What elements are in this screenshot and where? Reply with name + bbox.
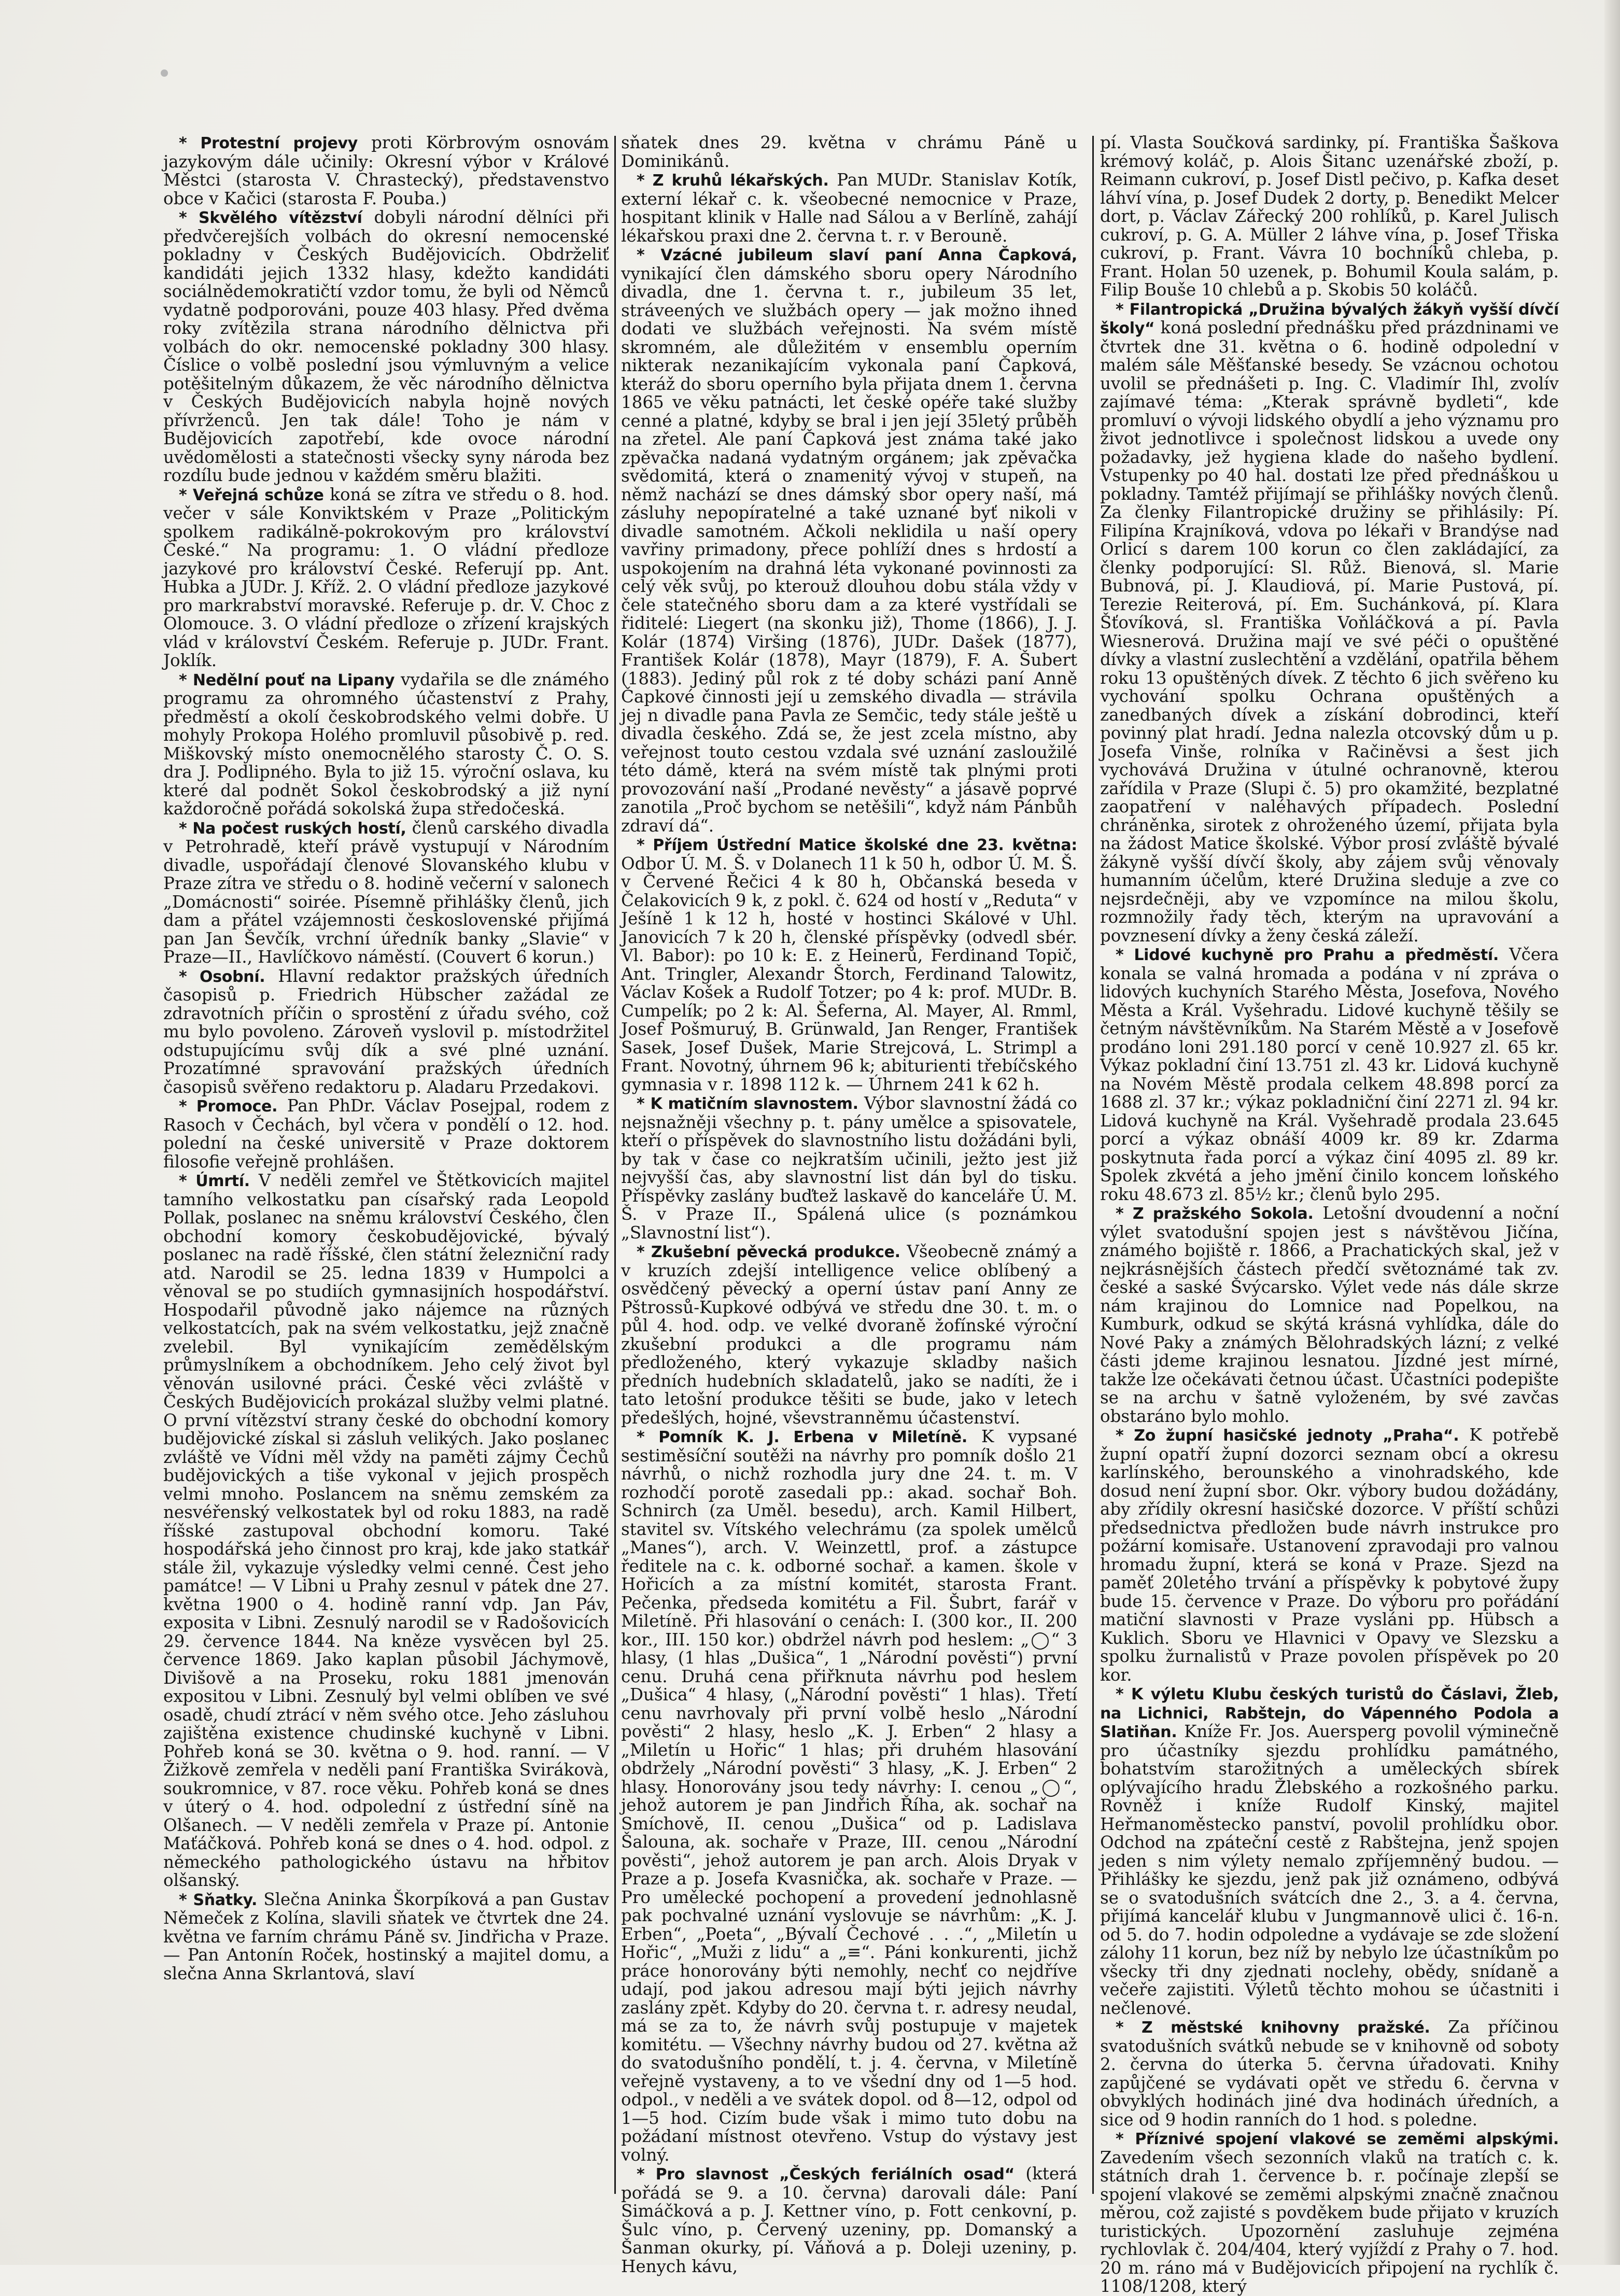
article-paragraph — [163, 208, 609, 485]
article-text: Za příčinou svatodušních svátků nebude se v knihovně od soboty 2. června do úterka 5. června úřadovati. Knihy zapůjčené se vydávati opět ve středu 6. června v obvyklých hodinách jiné dva hodinách úředních, a sice od 9 hodin ranních do 1 hod. s poledne. — [1100, 2017, 1559, 2130]
article-lead: * Pro slavnost „Českých feriálních osad“ — [637, 2165, 1015, 2184]
article-text: Pan MUDr. Stanislav Kotík, externí lékař c. k. všeobecné nemocnice v Praze, hospitant klinik v Halle nad Sálou a v Berlíně, zahájí lékařskou praxi dne 2. června t. r. v Berouně. — [621, 170, 1077, 246]
article-paragraph — [163, 1172, 609, 1890]
article-paragraph — [1100, 300, 1559, 946]
article-paragraph — [163, 1891, 609, 1983]
article-text: Výbor slavnostní žádá co nejsnažněji všechny p. t. pány umělce a spisovatele, kteří o příspěvek do slavnostního listu dožádáni byli, by tak v čase co nejkratším učinili, ježto jest již nejvyšší čas, aby slavnostní list dán byl do tisku. Příspěvky zaslány buďtež laskavě do kanceláře Ú. M. Š. v Praze II., Spálená ulice (s poznámkou „Slavnostní list“). — [621, 1093, 1077, 1243]
article-paragraph — [621, 836, 1077, 1094]
article-lead: * Příjem Ústřední Matice školské dne 23. května: — [637, 836, 1077, 854]
article-text: K potřebě župní opatří župní dozorci seznam obcí a okresu karlínského, berounského a vinohradského, kde dosud není župní sbor. Okr. výbory budou dožádány, aby zřídily okresní hasičské dozorce. V příští schůzi předsednictva předložen bude návrh instrukce pro požární komisaře. Ustanovení zpravodaji pro valnou hromadu župní, která se koná v Praze. Sjezd na paměť 20letého trvání a příspěvky k pobytové župy bude 15. července v Praze. Do výboru pro pořádání matiční slavnosti v Praze vysláni pp. Hübsch a Kuklich. Sboru ve Hlavnici v Opavy ve Slezsku a spolku žurnalistů v Praze povolen příspěvek po 20 kor. — [1100, 1425, 1559, 1685]
article-text: členů carského divadla v Petrohradě, kteří právě vystupují v Národním divadle, uspořádají členové Slovanského klubu v Praze zítra ve středu o 8. hodině večerní v salonech „Domácnosti“ soirée. Písemně přihlášky členů, jich dam a přátel vzájemnosti československé přijímá pan Jan Ševčík, vrchní úředník banky „Slavie“ v Praze—II., Havlíčkovo náměstí. (Couvert 6 korun.) — [163, 818, 609, 967]
article-paragraph — [163, 1097, 609, 1171]
article-lead: * Úmrtí. — [179, 1172, 250, 1190]
article-text: Odbor Ú. M. Š. v Dolanech 11 k 50 h, odbor Ú. M. Š. v Červené Řečici 4 k 80 h, Občanská beseda v Čelakovicích 9 k, z pokl. č. 624 od hostí v „Reduta“ v Ješíně 1 k 12 h, hosté v hostinci Skálové v Uhl. Janovicích 7 k 20 h, členské příspěvky (odvedl sbér. Vl. Babor): po 10 k: E. z Heinerů, Ferdinand Topič, Ant. Tringler, Alexandr Štorch, Ferdinand Talowitz, Václav Košek a Rudolf Totzer; po 4 k: prof. MUDr. B. Cumpelík; po 2 k: Al. Šeferna, Al. Mayer, Al. Rmml, Josef Pošmuruý, B. Grünwald, Jan Renger, František Sasek, Josef Dušek, Marie Strejcová, L. Strimpl a Frant. Novotný, úhrnem 96 k; abiturienti třebíčského gymnasia v r. 1898 112 k. — Úhrnem 241 k 62 h. — [621, 854, 1077, 1094]
article-paragraph — [621, 246, 1077, 835]
article-lead: * Příznivé spojení vlakové se zeměmi alpskými. — [1116, 2130, 1559, 2148]
article-paragraph — [621, 134, 1077, 171]
article-lead: * Promoce. — [179, 1097, 277, 1116]
article-lead: * Pomník K. J. Erbena v Miletíně. — [637, 1428, 967, 1446]
article-paragraph — [1100, 2130, 1559, 2296]
article-text: sňatek dnes 29. května v chrámu Páně u Dominikánů. — [621, 133, 1077, 171]
article-paragraph — [1100, 946, 1559, 1204]
article-lead: * Z městské knihovny pražské. — [1116, 2019, 1430, 2037]
article-text: V neděli zemřel ve Štětkovicích majitel tamního velkostatku pan císařský rada Leopold Pollak, poslanec na sněmu království Českého, člen obchodní komory českobudějovické, bývalý poslanec na radě říšské, člen státní železniční rady atd. Narodil se 25. ledna 1839 v Humpolci a věnoval se po studiích gymnasijních hospodářství. Hospodařil původně jako nájemce na různých velkostatcích, pak na svém velkostatku, jejž značně zvelebil. Byl vynikajícím zemědělským průmyslníkem a obchodníkem. Jeho celý život byl věnován usilovné práci. České věci zvláště v Českých Budějovicích prokázal služby velmi platné. O první vítězství strany české do obchodní komory budějovické získal si zásluh velikých. Jako poslanec zvláště ve Vídni měl vždy na paměti zájmy Čechů budějovických a tiše vykonal v jejich prospěch velmi mnoho. Poslancem na sněmu zemském za nesvéřenský velkostatek byl od roku 1883, na radě říšské zastupoval obchodní komoru. Také hospodářská jeho činnost pro kraj, kde jako statkář stále žil, vykazuje výsledky velmi cenné. Čest jeho památce! — V Libni u Prahy zesnul v pátek dne 27. května 1900 o 4. hodině ranní vdp. Jan Páv, exposita v Libni. Zesnulý narodil se v Radošovicích 29. července 1844. Na kněze vysvěcen byl 25. července 1869. Jako kaplan působil Jáchymově, Divišově a na Proseku, roku 1881 jmenován expositou v Libni. Zesnulý byl velmi oblíben ve své osadě, chudí ztrácí v něm svého otce. Jeho zásluhou zajištěna existence chudinské kuchyně v Libni. Pohřeb koná se 30. května o 9. hod. ranní. — V Žižkově zemřela v neděli paní Františka Svirákovà, soukromnice, v 87. roce věku. Pohřeb koná se dnes v úterý o 4. hod. odpolední z ústřední síně na Olšanech. — V neděli zemřela v Praze pí. Antonie Maťáčková. Pohřeb koná se dnes o 4. hod. odpol. z německého pathologického ústavu na hřbitov olšanský. — [163, 1171, 609, 1890]
article-text: Všeobecně známý a v kruzích zdejší intelligence velice oblíbený a osvědčený pěvecký a operní ústav paní Anny ze Pštrossů-Kupkové odbývá ve středu dne 30. t. m. o půl 4. hod. odp. ve velké dvoraně žofínské výroční zkušební produkci a dle programu nám předloženého, který vykazuje skladby našich předních hudebních skladatelů, jako se nadíti, že i tato letošní produkce těšiti se bude, jako v letech předešlých, hojné, vševstranněmu účastenství. — [621, 1242, 1077, 1428]
article-lead: * Veřejná schůze — [179, 486, 324, 504]
article-lead: * Sňatky. — [179, 1891, 257, 1909]
article-lead: * K výletu Klubu českých turistů do Čáslavi, Žleb, na Lichnici, Rabštejn, do Vápenného Podola a Slatiňan. — [1100, 1685, 1559, 1741]
article-text: Kníže Fr. Jos. Auersperg povolil výminečně pro účastníky sjezdu prohlídku památného, bohatstvím starožitných a uměleckých sbírek oplývajícího hradu Žlebského a rozkošného parku. Rovněž i kníže Rudolf Kinský, majitel Heřmanoměstecko panství, povolil prohlídku obor. Odchod na zpáteční cestě z Rabštejna, jenž spojen jeden s nim výlety nemalo zpříjemněný budou. — Přihlášky ke sjezdu, jenž pak již oznámeno, odbývá se o svatodušních svátcích dne 2., 3. a 4. června, přijímá kancelář klubu v Jungmannově ulici č. 16-n. od 5. do 7. hodin odpoledne a vydávaje se zde složení zálohy 11 korun, bez níž by nebylo lze účastníkům po všecky tři dny zjednati noclehy, obědy, snídaně a večeře zajistiti. Výletů těchto mohou se účastniti i nečlenové. — [1100, 1722, 1559, 2018]
article-lead: * Na počest ruských hostí, — [179, 820, 406, 838]
article-lead: * Zo župní hasičské jednoty „Praha“. — [1116, 1427, 1459, 1445]
article-text: vydařila se dle známého programu za ohromného účastenství z Prahy, předměstí a okolí českobrodského velmi dobře. U mohyly Prokopa Holého promluvil působivě p. red. Miškovský místo onemocnělého starosty Č. O. S. dra J. Podlipného. Byla to již 15. výroční oslava, ku které dal podnět Sokol českobrodský a již nyní každoročně pořádá sokolská župa středočeská. — [163, 670, 609, 819]
article-paragraph — [163, 967, 609, 1097]
article-paragraph — [621, 1243, 1077, 1427]
article-paragraph — [163, 671, 609, 819]
article-paragraph — [1100, 1685, 1559, 2018]
article-text: vynikající člen dámského sboru opery Národního divadla, dne 1. června t. r., jubileum 35 let, stráveených ve službách opery — jak možno ihned dodati ve službách veřejnosti. Na svém místě skromném, ale důležitém v ensemblu operním nikterak nezanikajícím vykonala paní Čapková, kteráž do sboru operního byla přijata dnem 1. června 1865 ve věku patnácti, let české opéře také služby cenné a platné, kdyby se bral i jen její 35letý průběh na zřetel. Ale paní Čapková jest známa také jako zpěvačka nadaná vydatným orgánem; jak zpěvačka svědomitá, která o znamenitý vývoj v stupeň, na němž nachází se dnes dámský sbor opery naší, má zásluhy nepopíratelné a také uznané byť nikoli v divadle samotném. Ačkoli neklidila u naší opery vavřiny primadony, přece pohlíží dnes s hrdostí a uspokojením na drahná léta vykonané povinnosti za celý věk svůj, po kterouž dlouhou dobu stála vždy v čele statečného sboru dam a za které vystřídali se řiditelé: Liegert (na skonku již), Thome (1866), J. J. Kolár (1874) Viršing (1876), JUDr. Dašek (1877), František Kolár (1878), Mayr (1879), F. A. Šubert (1883). Jediný půl rok z té doby scházi paní Anně Čapkové činnosti její u zemského divadla — strávila jej n divadle pana Pavla ze Semčic, tedy stále ještě u divadla českého. Zdá se, že jest zcela místno, aby veřejnost touto cestou vzdala své uznání zasloužilé této dámě, která na svém místě tak plnými proti provozování naší „Prodané nevěsty“ a jásavě poprvé zanotila „Proč bychom se netěšili“, když nám Pánbůh zdraví dá“. — [621, 264, 1077, 836]
article-paragraph — [1100, 1426, 1559, 1684]
article-lead: * Filantropická „Družina bývalých žákyň vyšší dívčí školy“ — [1100, 301, 1559, 338]
article-lead: * K matičním slavnostem. — [637, 1095, 858, 1113]
article-text: Pan PhDr. Václav Posejpal, rodem z Rasoch v Čechách, byl včera v pondělí o 12. hod. polední na české universitě v Praze doktorem filosofie veřejně prohlášen. — [163, 1096, 609, 1172]
article-lead: * Osobní. — [179, 968, 265, 986]
article-paragraph — [621, 171, 1077, 245]
article-lead: * Protestní projevy — [179, 134, 358, 152]
article-text: (která pořádá se 9. a 10. června) darovali dále: Paní Simáčková a p. J. Kettner víno, p. Fott cenkovní, p. Šulc víno, p. Červený uzeniny, pp. Domanský a Šanman okurky, pí. Váňová a p. Doleji uzeniny, p. Henych kávu, — [621, 2164, 1077, 2276]
article-lead: * Vzácné jubileum slaví paní Anna Čapková, — [637, 246, 1077, 264]
article-lead: * Nedělní pouť na Lipany — [179, 671, 395, 689]
article-paragraph — [163, 486, 609, 670]
article-lead: * Z kruhů lékařských. — [637, 172, 829, 190]
article-paragraph — [1100, 2018, 1559, 2129]
article-text: Zavedením všech sezonních vlaků na tratích c. k. státních drah 1. července b. r. počínaje zlepší se spojení vlakové se zeměmi alpskými značně značnou měrou, což zajisté s povděkem bude přijato v kruzích turistických. Upozornění zasluhuje zejména rychlovlak č. 204/404, který vyjíždí z Prahy o 7. hod. 20 m. ráno má v Budějovicích připojení na rychlík č. 1108/1208, který — [1100, 2148, 1559, 2296]
article-paragraph — [163, 134, 609, 208]
article-lead: * Lidové kuchyně pro Prahu a předměstí. — [1116, 946, 1499, 964]
column-rule-1 — [614, 136, 616, 2194]
article-paragraph — [1100, 1204, 1559, 1426]
article-text: Slečna Aninka Škorpíková a pan Gustav Němeček z Kolína, slavili sňatek ve čtvrtek dne 24. května ve farním chrámu Páně sv. Jindřicha v Praze. — Pan Antonín Roček, hostinský a majitel domu, a slečna Anna Skrlantová, slaví — [163, 1890, 609, 1983]
article-lead: * Zkušební pěvecká produkce. — [637, 1243, 900, 1261]
article-text: koná se zítra ve středu o 8. hod. večer v sále Konviktském v Praze „Politickým spolkem radikálně-pokrokovým pro království České.“ Na programu: 1. O vládní předloze jazykové pro království České. Referují pp. Ant. Hubka a JUDr. J. Kříž. 2. O vládní předloze jazykové pro markrabství moravské. Referuje p. dr. V. Choc z Olomouce. 3. O vládní předloze o zřízení krajských vlád v království Českém. Referuje p. JUDr. Frant. Joklík. — [163, 485, 609, 671]
column-rule-2 — [1092, 136, 1094, 2194]
article-text: dobyli národní dělníci při předvčerejších volbách do okresní nemocenské pokladny v Českých Budějovicích. Obdrželiť kandidáti jejich 1332 hlasy, kdežto kandidáti sociálnědemokratičtí vzdor tomu, že byli od Němců vydatně podporováni, pouze 403 hlasy. Před dvěma roky zvítězila strana národního dělnictva při volbách do okr. nemocenské pokladny 300 hlasy. Číslice o volbě poslední jsou výmluvným a velice potěšitelným důkazem, že věc národního dělnictva v Českých Budějovicích nabyla hojně nových přívrženců. Jen tak dále! Toho je nám v Budějovicích zapotřebí, kde ovoce národní uvědomělosti a statečnosti všecky syny národa bez rozdílu bude jednou v každém směru blažiti. — [163, 207, 609, 485]
article-text: K vypsané sestiměsíční soutěži na návrhy pro pomník došlo 21 návrhů, o nichž rozhodla jury dne 24. t. m. V rozhodčí porotě zasedali pp.: akad. sochař Boh. Schnirch (za Uměl. besedu), arch. Kamil Hilbert, stavitel sv. Vítského velechrámu (za spolek umělců „Manes“), arch. V. Weinzettl, prof. a zástupce ředitele na c. k. odborné sochař. a kamen. škole v Hořicích a za místní komitét, starosta Frant. Pečenka, předseda komitétu a Fil. Šubrt, farář v Miletíně. Při hlasování o cenách: I. (300 kor., II. 200 kor., III. 150 kor.) obdržel návrh pod heslem: „◯“ 3 hlasy, (1 hlas „Dušica“, 1 „Národní pověsti“) první cenu. Druhá cena přiřknuta návrhu pod heslem „Dušica“ 4 hlasy, („Národní pověsti“ 1 hlas). Třetí cenu navrhovaly při první volbě heslo „Národní pověsti“ 2 hlasy, heslo „K. J. Erben“ 2 hlasy a „Miletín u Hořic“ 1 hlas; při druhém hlasování obdržely „Národní pověsti“ 3 hlasy, „K. J. Erben“ 2 hlasy. Honorovány jsou tedy návrhy: I. cenou „◯“, jehož autorem je pan Jindřich Říha, ak. sochař na Smíchově, II. cenou „Dušica“ od p. Ladislava Šalouna, ak. sochaře v Praze, III. cenou „Národní pověsti“, jehož autorem je pan arch. Alois Dryak v Praze a p. Josefa Kvasnička, ak. sochaře v Praze. — Pro umělecké pochopení a provedení jednohlasně pak pochvalné uznání vyslovuje se návrhům: „K. J. Erben“, „Poeta“, „Bývalí Čechové . . .“, „Miletín u Hořic“, „Muži z lidu“ a „≡“. Páni konkurenti, jichž práce honorovány býti nemohly, nechť co nejdříve udají, pod jakou adresou mají býti jejich návrhy zaslány zpět. Kdyby do 20. června t. r. adresy neudal, má se za to, že návrh svůj postupuje v majetek komitétu. — Všechny návrhy budou od 27. května až do svatodušního pondělí, t. j. 4. června, v Miletíně veřejně vystaveny, a to ve všední dny od 1—5 hod. odpol., v neděli a ve svátek dopol. od 8—12, odpol od 1—5 hod. Cizím bude však i mimo tuto dobu na požádaní místnost otevřeno. Vstup do výstavy jest volný. — [621, 1427, 1077, 2165]
article-text: Letošní dvoudenní a noční výlet svatodušní spojen jest s návštěvou Jičína, známého bojiště r. 1866, a Prachatických skal, jež v nejkrásnějších částech předčí světoznámé tak zv. české a saské Švýcarsko. Výlet vede nás dále skrze nám krajinou do Lomnice nad Popelkou, na Kumburk, odkud se skýtá krásná vyhlídka, dále do Nové Paky a známých Bělohradských lázní; z velké části jdeme krajinou lesnatou. Jízdné jest mírné, takže lze očekávati četnou účast. Účastníci podepište se na archu v šatně vyloženém, by své zavčas obstaráno bylo mohlo. — [1100, 1203, 1559, 1426]
article-paragraph — [163, 819, 609, 967]
article-lead: * Skvělého vítězství — [179, 209, 362, 227]
article-text: Včera konala se valná hromada a podána v ní zpráva o lidových kuchyních Starého Města, Josefova, Nového Města a Král. Vyšehradu. Lidové kuchyně těšily se četným návštěvníkům. Na Starém Městě a v Josefově prodáno loni 291.180 porcí v ceně 10.927 zl. 65 kr. Výkaz pokladní činí 13.751 zl. 43 kr. Lidová kuchyně na Novém Městě prodala celkem 48.898 porcí za 1688 zl. 37 kr.; výkaz pokladniční činí 2271 zl. 94 kr. Lidová kuchyně na Král. Vyšehradě prodala 23.645 porcí a výkaz obnáší 4009 kr. 89 kr. Zdarma poskytnuta řada porcí a výkaz činí 4095 zl. 89 kr. Spolek zkvétá a jeho jmění činilo koncem loňského roku 48.673 zl. 85½ kr.; členů bylo 295. — [1100, 945, 1559, 1204]
article-paragraph — [621, 2165, 1077, 2276]
article-text: koná poslední přednášku před prázdninami ve čtvrtek dne 31. května o 6. hodině odpolední v malém sále Měšťanské besedy. Se vzácnou ochotou uvolil se přednášeti p. Ing. C. Vladimír Ihl, zvolív zajímavé téma: „Kterak správně bydleti“, kde promluví o vývoji lidského obydlí a jeho významu pro život jednotlivce i společnost lidskou a uvede ony požadavky, jež hygiena klade do našeho bydlení. Vstupenky po 40 hal. dostati lze před přednáškou u pokladny. Tamtéž přijímají se přihlášky nových členů. Za členky Filantropické družiny se přihlásily: Pí. Filipína Krajníková, vdova po lékaři v Brandýse nad Orlicí s darem 100 korun co člen zakládající, za členky podporující: Sl. Růž. Bienová, sl. Marie Bubnová, pí. J. Klaudiová, pí. Marie Pustová, pí. Terezie Reiterová, pí. Em. Suchánková, pí. Klara Šťovíková, sl. Františka Voňláčková a pí. Pavla Wiesnerová. Družina mají ve své péči o opuštěné dívky a vlastní zuslechtění a vzdělání, opatřila během roku 13 opuštěných dívek. Z těchto 6 jich svěřeno ku vychování spolku Ochrana opuštěných a zanedbaných dívek a získání dobrodinci, kteří povinný plat hradí. Jedna nalezla otcovský dům u p. Josefa Vinše, rolníka v Račiněvsi a šest jich vychovává Družina v útulné ochranovně, kterou zařídila v Praze (Slupi č. 5) pro okamžité, bezplatné zaopatření v naléhavých případech. Poslední chráněnka, sirotek z ohroženého území, přijata byla na žádost Matice školské. Výbor prosí zvláště bývalé žákyně vyšší dívčí školy, aby zájem svůj věnovaly humanním účelům, které Družina sleduje a zve co nejsrdečněji, aby ve vzpomínce na milou školu, rozmnožily řady těch, kterým na upravování a povznesení dívky a ženy česká záleží. — [1100, 318, 1559, 946]
article-paragraph — [621, 1428, 1077, 2164]
article-paragraph — [1100, 134, 1559, 300]
article-paragraph — [621, 1094, 1077, 1242]
article-lead: * Z pražského Sokola. — [1116, 1205, 1314, 1223]
column-3 — [1100, 134, 1559, 2228]
column-2 — [621, 134, 1077, 2228]
article-text: pí. Vlasta Součková sardinky, pí. Františka Šaškova krémový koláč, p. Alois Šitanc uzenářské zboží, p. Reimann cukroví, p. Josef Distl pečivo, p. Kafka deset láhví vína, p. Josef Dudek 2 dorty, p. Benedikt Melcer dort, p. Václav Zářecký 200 rohlíků, p. Karel Julisch cukroví, p. G. A. Müller 2 láhve vína, p. Josef Třiska cukroví, p. Frant. Vávra 10 bochníků chleba, p. Frant. Holan 50 uzenek, p. Bohumil Koula salám, p. Filip Bouše 10 chlebů a p. Skobis 50 koláčů. — [1100, 133, 1559, 300]
article-text: proti Körbrovým osnovám jazykovým dále učinily: Okresní výbor v Králové Městci (starosta V. Chrastecký), představenstvo obce v Kačici (starosta F. Pouba.) — [163, 133, 609, 208]
article-text: Hlavní redaktor pražských úředních časopisů p. Friedrich Hübscher zažádal ze zdravotních příčin o sprostění z úřadu svého, což mu bylo povoleno. Zároveň vyslovil p. místodržitel odstupujícímu svůj dík a své plné uznání. Prozatímné spravování pražských úředních časopisů svěřeno redaktoru p. Aladaru Przedakovi. — [163, 966, 609, 1097]
binding-hole-mark — [161, 69, 168, 77]
page-edge-shadow — [1604, 0, 1620, 2265]
column-1 — [163, 134, 609, 2228]
